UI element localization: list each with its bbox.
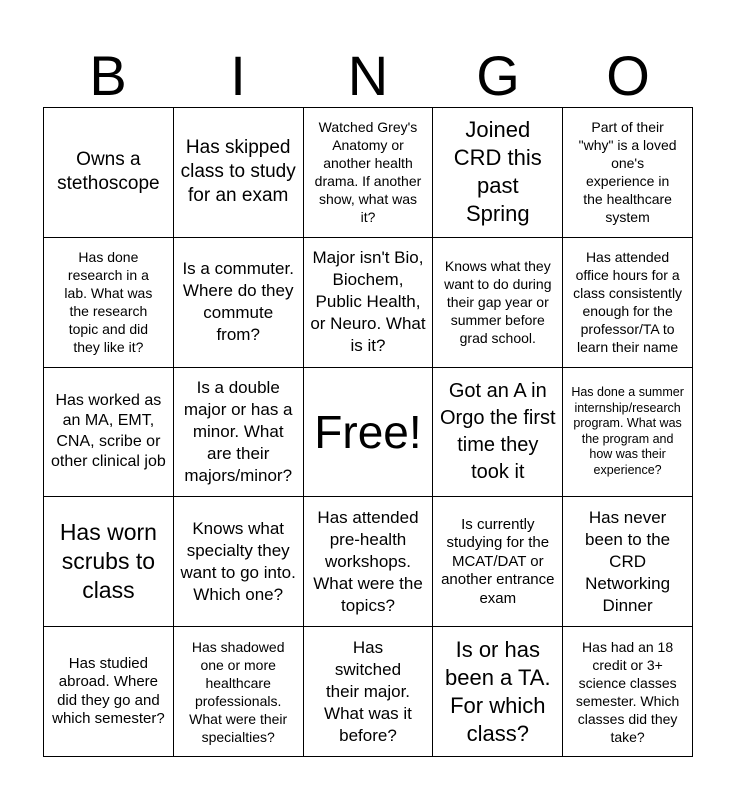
bingo-header	[43, 44, 693, 108]
cell-text: Has shadowed one or more healthcare professionals. What were their specialties?	[189, 638, 288, 745]
cell-text: Is a double major or has a minor. What are their majors/minor?	[183, 377, 293, 485]
cell-text: Has attended office hours for a class consistently enough for the professor/TA to learn their name	[573, 249, 683, 356]
cell-text: Is or has been a TA. For which class?	[444, 636, 551, 746]
bingo-cell[interactable]	[304, 497, 434, 627]
bingo-cell[interactable]	[433, 368, 563, 498]
bingo-cell[interactable]	[433, 108, 563, 238]
header-letter-b: B	[89, 44, 127, 107]
bingo-cell[interactable]	[44, 108, 174, 238]
cell-text: Has switched their major. What was it before?	[324, 637, 412, 745]
cell-text: Major isn't Bio, Biochem, Public Health, or Neuro. What is it?	[310, 248, 426, 356]
bingo-cell[interactable]	[433, 238, 563, 368]
bingo-cell[interactable]	[304, 108, 434, 238]
bingo-cell[interactable]	[563, 368, 693, 498]
bingo-cell[interactable]	[44, 368, 174, 498]
bingo-cell[interactable]	[174, 627, 304, 757]
cell-text: Has done research in a lab. What was the research topic and did they like it?	[64, 249, 153, 356]
cell-text: Is a commuter. Where do they commute from?	[182, 259, 294, 345]
cell-text: Part of their "why" is a loved one's experience in the healthcare system	[578, 119, 677, 226]
bingo-cell[interactable]	[304, 627, 434, 757]
cell-text: Has skipped class to study for an exam	[180, 137, 296, 207]
bingo-cell[interactable]	[174, 108, 304, 238]
header-letter-i: I	[230, 44, 246, 107]
header-letter-o: O	[606, 44, 650, 107]
free-space-cell[interactable]	[304, 368, 434, 498]
cell-text: Has studied abroad. Where did they go and which semester?	[52, 654, 165, 728]
bingo-cell[interactable]	[174, 238, 304, 368]
bingo-cell[interactable]	[433, 627, 563, 757]
cell-text: Got an A in Orgo the first time they took it	[439, 379, 556, 483]
bingo-cell[interactable]	[44, 627, 174, 757]
cell-text: Watched Grey's Anatomy or another health drama. If another show, what was it?	[314, 119, 422, 226]
header-letter-n: N	[347, 44, 389, 107]
cell-text: Joined CRD this past Spring	[453, 117, 542, 227]
cell-text: Owns a stethoscope	[57, 149, 160, 195]
bingo-cell[interactable]	[433, 497, 563, 627]
bingo-cell[interactable]	[563, 238, 693, 368]
bingo-cell[interactable]	[304, 238, 434, 368]
cell-text: Has done a summer internship/research program. What was the program and how was their experience?	[571, 385, 684, 477]
cell-text: Has had an 18 credit or 3+ science classes semester. Which classes did they take?	[575, 638, 680, 745]
bingo-cell[interactable]	[563, 497, 693, 627]
cell-text: Has worn scrubs to class	[59, 519, 157, 604]
cell-text: Has attended pre-health workshops. What were the topics?	[313, 507, 423, 615]
cell-text: Is currently studying for the MCAT/DAT or another entrance exam	[441, 515, 555, 607]
bingo-cell[interactable]	[563, 108, 693, 238]
cell-text: Knows what specialty they want to go into. Which one?	[180, 518, 296, 604]
cell-text: Has never been to the CRD Networking Dinner	[585, 507, 671, 615]
bingo-cell[interactable]	[44, 238, 174, 368]
bingo-cell[interactable]	[174, 368, 304, 498]
bingo-cell[interactable]	[174, 497, 304, 627]
bingo-card-grid	[43, 107, 693, 757]
bingo-cell[interactable]	[563, 627, 693, 757]
cell-text: Has worked as an MA, EMT, CNA, scribe or other clinical job	[51, 391, 166, 471]
cell-text: Knows what they want to do during their gap year or summer before grad school.	[444, 258, 552, 347]
bingo-cell[interactable]	[44, 497, 174, 627]
free-space-text: Free!	[314, 405, 422, 458]
header-letter-g: G	[476, 44, 520, 107]
